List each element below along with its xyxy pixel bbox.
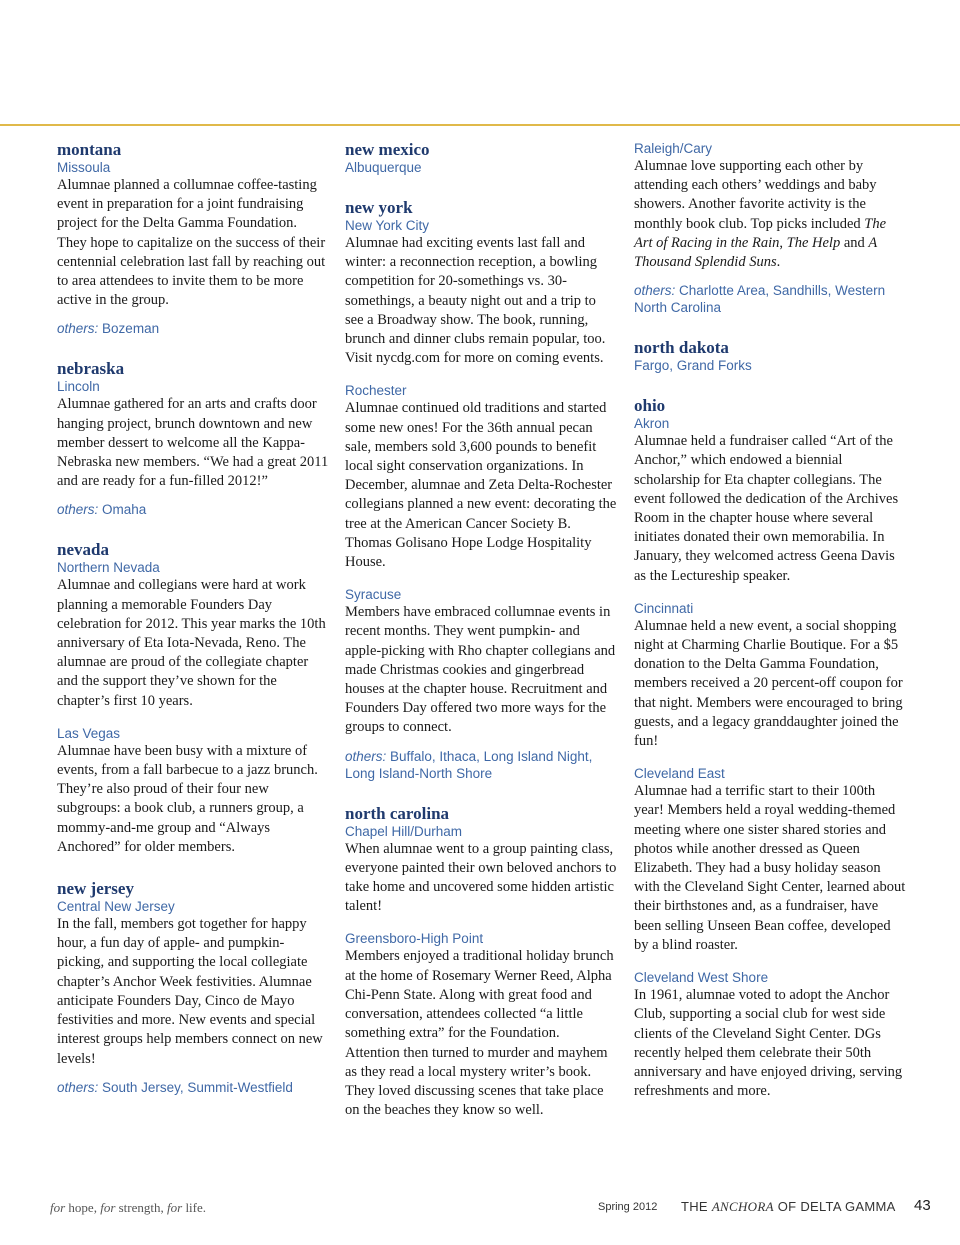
others-list: Bozeman xyxy=(102,321,160,337)
entry-paragraph: Alumnae gathered for an arts and crafts door hanging project, brunch downtown and new member dessert to welcome all the Kappa-Nebraska new members. “We had a great 2011 and are ready for a fun-filled 2012!” xyxy=(57,396,329,490)
chapter-city: Cincinnati xyxy=(634,600,694,616)
column-3 xyxy=(634,140,906,1123)
entry-paragraph: Alumnae planned a collumnae coffee-tasting event in preparation for a joint fundraising project for the Delta Gamma Foundation. They hope to capitalize on the success of their centennial celebration last fall by reaching out to area attendees to invite them to be more active in the group. xyxy=(57,177,326,309)
others-label: others: xyxy=(345,748,387,764)
state-section xyxy=(634,140,906,316)
tagline-part: strength, xyxy=(115,1200,168,1215)
text-run: Alumnae love supporting each other by attending each others’ weddings and baby showers. Another favorite activity is the monthly book club. Top picks included xyxy=(634,158,877,232)
chapter-city: Central New Jersey xyxy=(57,899,175,915)
chapter-city: Northern Nevada xyxy=(57,560,160,576)
chapter-city: Albuquerque xyxy=(345,160,422,175)
others-list: Charlotte Area, Sandhills, Western North Carolina xyxy=(634,283,886,316)
entry-paragraph: In the fall, members got together for happy hour, a fun day of apple- and pumpkin-picking, and supporting the local collegiate chapter’s Anchor Week festivities. Alumnae anticipate Founders Day, Cinco de Mayo festivities and more. New events and special interest groups help members connect on new levels! xyxy=(57,916,323,1067)
state-section xyxy=(345,198,617,782)
footer-tagline xyxy=(50,1200,206,1216)
chapter-city: Syracuse xyxy=(345,587,402,603)
tagline-part: for xyxy=(50,1200,66,1215)
others-line xyxy=(634,282,906,316)
entry-paragraph: Alumnae held a new event, a social shopping night at Charming Charlie Boutique. For a $5 donation to the Delta Gamma Foundation, members received a 20 percent-off coupon for that night. Members were encouraged to bring guests, and a legacy granddaughter joined the fun! xyxy=(634,617,903,750)
mag-anchora: ANCHORA xyxy=(711,1199,774,1214)
state-section xyxy=(634,338,906,374)
chapter-city: Lincoln xyxy=(57,379,100,395)
others-line xyxy=(345,748,617,782)
column-2 xyxy=(345,140,617,1142)
book-title: The Help xyxy=(786,234,841,251)
entry-paragraph xyxy=(634,157,906,272)
state-heading: montana xyxy=(57,140,122,159)
chapter-city: Akron xyxy=(634,416,670,432)
chapter-city: Fargo, Grand Forks xyxy=(634,358,752,374)
text-run: . xyxy=(776,254,781,271)
column-1 xyxy=(57,140,329,1118)
state-heading: new mexico xyxy=(345,140,430,159)
entry-paragraph: In 1961, alumnae voted to adopt the Anchor Club, supporting a social club for west side clients of the Cleveland Sight Center. DGs recently helped them celebrate their 50th anniversary and have enjoyed driving, serving refreshments and more. xyxy=(634,987,903,1100)
state-heading: new jersey xyxy=(57,879,134,899)
chapter-city: Las Vegas xyxy=(57,725,121,741)
others-list: Buffalo, Ithaca, Long Island Night, Long Island-North Shore xyxy=(345,748,593,781)
chapter-city: Raleigh/Cary xyxy=(634,141,713,156)
others-label: others: xyxy=(57,1079,99,1095)
others-label: others: xyxy=(57,502,99,518)
state-heading: nebraska xyxy=(57,359,125,379)
entry-paragraph: Alumnae have been busy with a mixture of events, from a fall barbecue to a jazz brunch. They’re also proud of their four new subgroups: a book club, a runners group, a mommy-and-me group and “Always Anchored” for older members. xyxy=(57,742,318,855)
chapter-city: Cleveland East xyxy=(634,766,725,782)
state-heading: north dakota xyxy=(634,338,729,358)
state-heading: ohio xyxy=(634,396,666,416)
entry-paragraph: Members enjoyed a traditional holiday brunch at the home of Rosemary Werner Reed, Alpha Chi-Penn State. Along with great food and conversation, attendees collected “a little something extra” for the Foundation. Attention then turned to murder and mayhem as they read a local mystery writer’s book. They loved discussing scenes that take place on the beaches they know so well. xyxy=(345,948,614,1119)
footer-magazine-title xyxy=(681,1199,896,1215)
chapter-city: Rochester xyxy=(345,383,407,399)
tagline-part: for xyxy=(167,1200,183,1215)
entry-paragraph: Members have embraced collumnae events in recent months. They went pumpkin- and apple-picking with Rho chapter collegians and made Christmas cookies and gingerbread houses at the chapter house. Recruitment and Founders Day offered two more ways for the groups to connect. xyxy=(345,604,616,736)
others-line xyxy=(57,1079,329,1096)
state-section xyxy=(57,879,329,1096)
entry-paragraph: Alumnae held a fundraiser called “Art of the Anchor,” which endowed a biennial scholarship for Eta chapter collegians. The event followed the dedication of the Archives Room in the chapter house where several initiates donated their own memorabilia. In January, they welcomed actress Geena Davis as the Lectureship speaker. xyxy=(634,433,899,584)
tagline-part: hope, xyxy=(65,1200,101,1215)
mag-the: THE xyxy=(681,1199,712,1214)
chapter-city: Missoula xyxy=(57,160,111,175)
state-heading: nevada xyxy=(57,540,109,560)
book-title: The Art of Racing in the Rain xyxy=(634,215,887,251)
entry-paragraph: When alumnae went to a group painting class, everyone painted their own beloved anchors to take home and uncovered some hidden artistic talent! xyxy=(345,840,617,915)
text-run: and xyxy=(840,234,869,251)
tagline-part: life. xyxy=(182,1200,207,1215)
others-label: others: xyxy=(57,321,99,337)
footer-issue: Spring 2012 xyxy=(598,1201,658,1213)
mag-rest: OF DELTA GAMMA xyxy=(773,1199,896,1214)
tagline-part: for xyxy=(100,1200,116,1215)
state-section xyxy=(57,540,329,857)
chapter-city: Greensboro-High Point xyxy=(345,931,484,947)
state-section xyxy=(345,140,617,176)
others-list: South Jersey, Summit-Westfield xyxy=(102,1079,293,1095)
book-title: A Thousand Splendid Suns xyxy=(634,234,877,271)
state-heading: north carolina xyxy=(345,803,450,823)
entry-paragraph: Alumnae and collegians were hard at work planning a memorable Founders Day celebration for 2012. This year marks the 10th anniversary of Eta Iota-Nevada, Reno. The alumnae are proud of the collegiate chapter and the support they’ve shown for the chapter’s first 10 years. xyxy=(57,577,326,709)
state-section xyxy=(57,140,329,337)
state-section xyxy=(345,804,617,1121)
text-run: , xyxy=(779,234,787,251)
state-section xyxy=(57,359,329,518)
entry-paragraph: Alumnae continued old traditions and started some new ones! For the 36th annual pecan sale, members sold 3,600 pounds to benefit local sight conservation organizations. In December, alumnae and Zeta Delta-Rochester collegians planned a new event: decorating the tree at the American Cancer Society B. Thomas Golisano Hope Lodge Hospitality House. xyxy=(345,400,617,571)
others-line xyxy=(57,501,329,518)
others-line xyxy=(57,320,329,337)
entry-paragraph: Alumnae had a terrific start to their 100th year! Members held a royal wedding-themed meeting where one sister shared stories and photos while another dressed as Queen Elizabeth. They had a busy holiday season with the Cleveland Sight Center, learned about their birthstones and, as a fundraiser, have been selling Unseen Bean coffee, developed by a blind roaster. xyxy=(634,783,906,953)
top-rule xyxy=(0,124,960,126)
entry-paragraph: Alumnae had exciting events last fall and winter: a reconnection reception, a bowling competition for 20-somethings vs. 30-somethings, a beauty night out and a trip to see a Broadway show. The book, running, brunch and dinner clubs remain popular, too. Visit nycdg.com for more on coming events. xyxy=(345,235,606,367)
state-section xyxy=(634,396,906,1101)
chapter-city: Chapel Hill/Durham xyxy=(345,823,463,839)
chapter-city: New York City xyxy=(345,218,430,233)
others-list: Omaha xyxy=(102,502,147,518)
state-heading: new york xyxy=(345,198,413,217)
chapter-city: Cleveland West Shore xyxy=(634,970,769,986)
page-number: 43 xyxy=(914,1197,931,1214)
others-label: others: xyxy=(634,283,676,299)
